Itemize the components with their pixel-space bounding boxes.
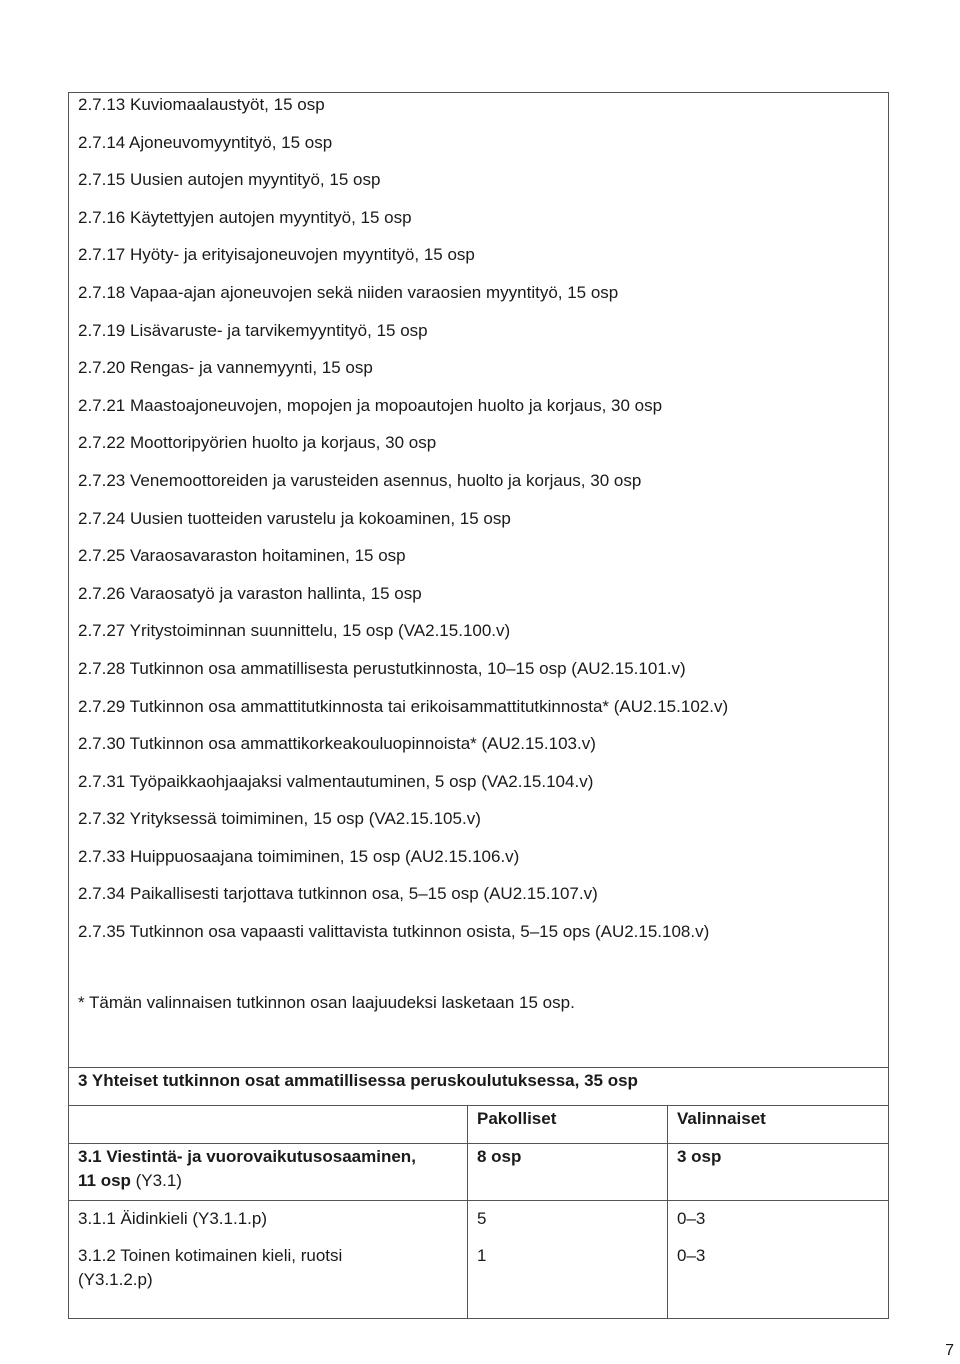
list-item: 2.7.18 Vapaa-ajan ajoneuvojen sekä niiden varaosien myyntityö, 15 osp bbox=[78, 282, 619, 302]
list-item: 2.7.27 Yritystoiminnan suunnittelu, 15 osp (VA2.15.100.v) bbox=[78, 621, 511, 641]
table-cell-pakolliset: 1 bbox=[477, 1246, 487, 1265]
list-item: 2.7.24 Uusien tuotteiden varustelu ja kokoaminen, 15 osp bbox=[78, 508, 511, 528]
column-header-valinnaiset: Valinnaiset bbox=[677, 1109, 766, 1128]
table-row-name: 3.1.1 Äidinkieli (Y3.1.1.p) bbox=[78, 1209, 267, 1228]
table-top-border bbox=[68, 1067, 889, 1068]
module-list bbox=[78, 94, 878, 959]
list-item: 2.7.22 Moottoripyörien huolto ja korjaus, 30 osp bbox=[78, 433, 437, 453]
row-name-bold-osp: 11 osp bbox=[78, 1171, 131, 1190]
list-item: 2.7.32 Yrityksessä toimiminen, 15 osp (VA2.15.105.v) bbox=[78, 809, 481, 829]
list-item: 2.7.20 Rengas- ja vannemyynti, 15 osp bbox=[78, 358, 373, 378]
list-item: 2.7.13 Kuviomaalaustyöt, 15 osp bbox=[78, 95, 325, 114]
list-item: 2.7.26 Varaosatyö ja varaston hallinta, 15 osp bbox=[78, 583, 422, 603]
table-row-divider bbox=[68, 1143, 889, 1144]
table-row-divider bbox=[68, 1200, 889, 1201]
footnote: * Tämän valinnaisen tutkinnon osan laajuudeksi lasketaan 15 osp. bbox=[78, 993, 575, 1012]
row-name-bold: 3.1 Viestintä- ja vuorovaikutusosaaminen, bbox=[78, 1147, 416, 1166]
list-item: 2.7.16 Käytettyjen autojen myyntityö, 15 osp bbox=[78, 207, 412, 227]
column-header-pakolliset: Pakolliset bbox=[477, 1109, 557, 1128]
list-item: 2.7.23 Venemoottoreiden ja varusteiden asennus, huolto ja korjaus, 30 osp bbox=[78, 470, 642, 490]
table-cell-pakolliset: 8 osp bbox=[477, 1147, 522, 1166]
list-item: 2.7.31 Työpaikkaohjaajaksi valmentautuminen, 5 osp (VA2.15.104.v) bbox=[78, 771, 594, 791]
row-name-line2: (Y3.1.2.p) bbox=[78, 1270, 153, 1289]
row-code: (Y3.1) bbox=[130, 1171, 182, 1190]
list-item: 2.7.30 Tutkinnon osa ammattikorkeakouluopinnoista* (AU2.15.103.v) bbox=[78, 734, 596, 754]
list-item: 2.7.28 Tutkinnon osa ammatillisesta perustutkinnosta, 10–15 osp (AU2.15.101.v) bbox=[78, 658, 686, 678]
list-item: 2.7.15 Uusien autojen myyntityö, 15 osp bbox=[78, 170, 381, 190]
table-cell-pakolliset: 5 bbox=[477, 1209, 487, 1228]
page-number: 7 bbox=[945, 1342, 954, 1359]
list-item: 2.7.14 Ajoneuvomyyntityö, 15 osp bbox=[78, 132, 333, 152]
list-item: 2.7.34 Paikallisesti tarjottava tutkinnon osa, 5–15 osp (AU2.15.107.v) bbox=[78, 884, 598, 904]
table-row-name bbox=[78, 1145, 463, 1193]
table-column-divider bbox=[667, 1105, 668, 1319]
table-column-divider bbox=[467, 1105, 468, 1319]
table-cell-valinnaiset: 0–3 bbox=[677, 1246, 706, 1265]
list-item: 2.7.17 Hyöty- ja erityisajoneuvojen myyntityö, 15 osp bbox=[78, 245, 475, 265]
table-cell-valinnaiset: 0–3 bbox=[677, 1209, 706, 1228]
list-item: 2.7.21 Maastoajoneuvojen, mopojen ja mopoautojen huolto ja korjaus, 30 osp bbox=[78, 395, 663, 415]
table-heading: 3 Yhteiset tutkinnon osat ammatillisessa peruskoulutuksessa, 35 osp bbox=[78, 1071, 638, 1090]
list-item: 2.7.25 Varaosavaraston hoitaminen, 15 osp bbox=[78, 546, 406, 566]
table-cell-valinnaiset: 3 osp bbox=[677, 1147, 722, 1166]
list-item: 2.7.33 Huippuosaajana toimiminen, 15 osp (AU2.15.106.v) bbox=[78, 846, 520, 866]
table-row-divider bbox=[68, 1105, 889, 1106]
list-item: 2.7.29 Tutkinnon osa ammattitutkinnosta tai erikoisammattitutkinnosta* (AU2.15.102.v) bbox=[78, 696, 729, 716]
list-item: 2.7.19 Lisävaruste- ja tarvikemyyntityö, 15 osp bbox=[78, 320, 428, 340]
list-item: 2.7.35 Tutkinnon osa vapaasti valittavista tutkinnon osista, 5–15 ops (AU2.15.108.v) bbox=[78, 922, 710, 942]
row-name-line1: 3.1.2 Toinen kotimainen kieli, ruotsi bbox=[78, 1246, 343, 1265]
table-row-name bbox=[78, 1244, 342, 1292]
